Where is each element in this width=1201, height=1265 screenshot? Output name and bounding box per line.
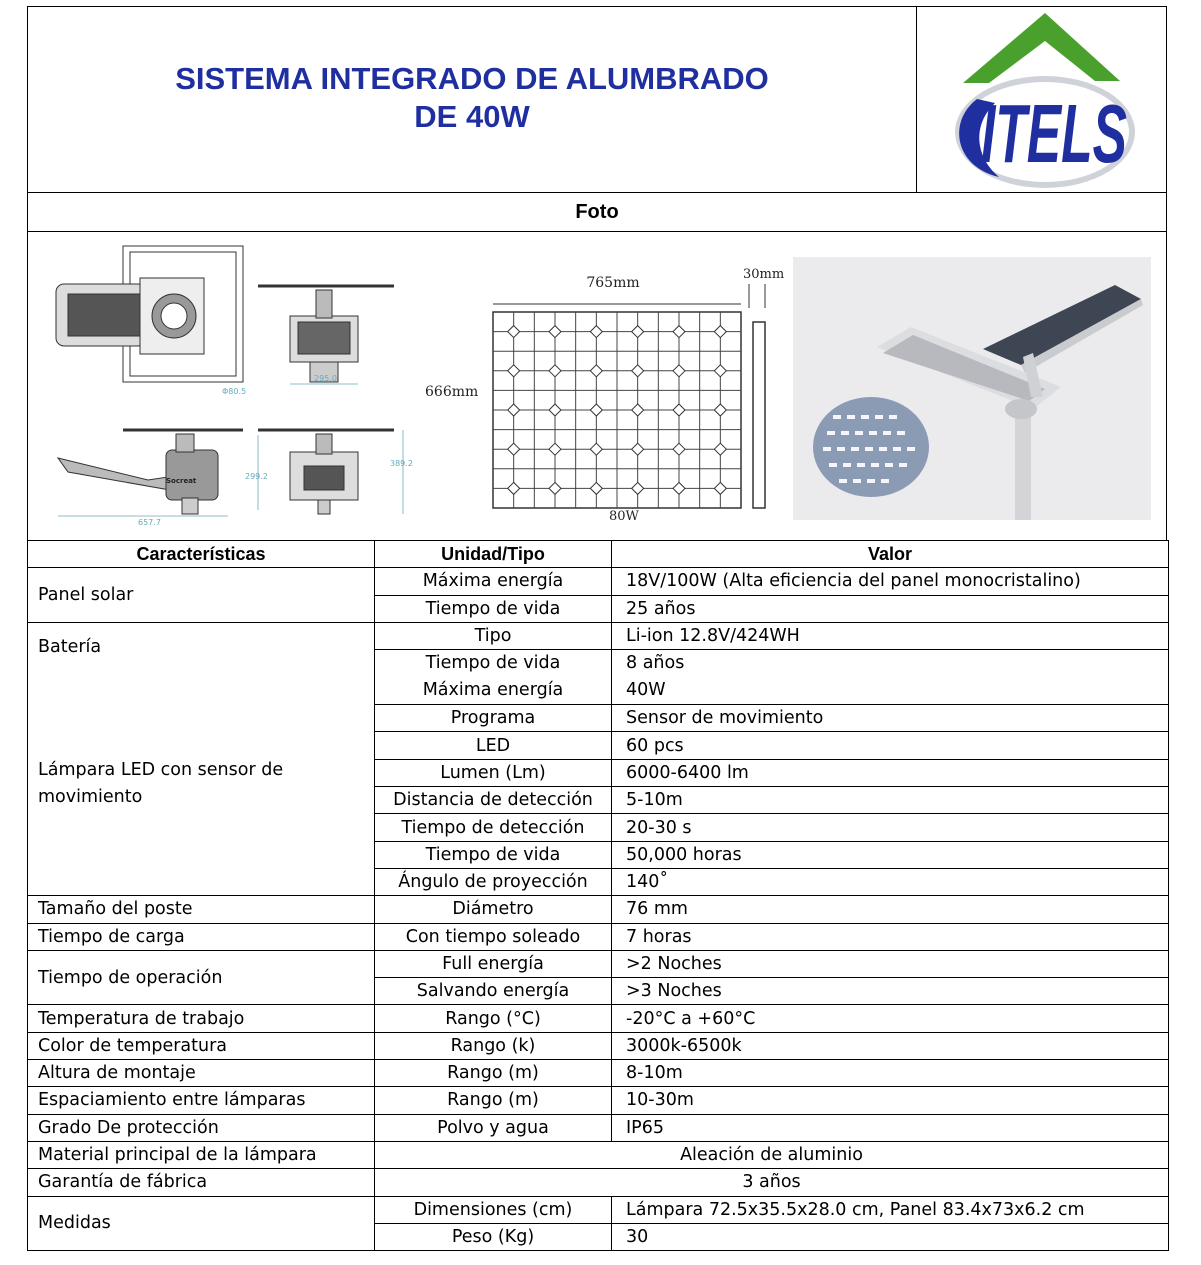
row-label-proteccion: Grado De protección: [28, 1114, 375, 1141]
table-row: [28, 1032, 1169, 1059]
brand-label: Socreat: [166, 477, 197, 485]
unit-cell: Full energía: [375, 950, 612, 977]
table-row: [28, 568, 1169, 595]
title-cell: [28, 7, 917, 192]
panel-depth-label: 30mm: [743, 267, 785, 282]
panel-width-label: 765mm: [586, 275, 640, 291]
header-caracteristicas: Características: [28, 541, 375, 568]
unit-cell: Ángulo de proyección: [375, 868, 612, 895]
header-unidad: Unidad/Tipo: [375, 541, 612, 568]
unit-cell: Lumen (Lm): [375, 759, 612, 786]
table-row: [28, 1196, 1169, 1223]
unit-cell: Tipo: [375, 622, 612, 649]
unit-cell: Rango (m): [375, 1060, 612, 1087]
unit-cell: Tiempo de vida: [375, 595, 612, 622]
value-cell: IP65: [612, 1114, 1169, 1141]
value-cell: 5-10m: [612, 787, 1169, 814]
title-line-1: SISTEMA INTEGRADO DE ALUMBRADO: [175, 61, 769, 96]
row-label-operacion: Tiempo de operación: [28, 950, 375, 1005]
value-cell: 10-30m: [612, 1087, 1169, 1114]
header: [27, 6, 1167, 192]
table-row: [28, 950, 1169, 977]
row-label-material: Material principal de la lámpara: [28, 1141, 375, 1168]
row-label-altura: Altura de montaje: [28, 1060, 375, 1087]
unit-cell: Rango (k): [375, 1032, 612, 1059]
row-label-carga: Tiempo de carga: [28, 923, 375, 950]
unit-cell: Peso (Kg): [375, 1223, 612, 1250]
row-label-lampara: Lámpara LED con sensor de movimiento: [38, 759, 284, 807]
unit-cell: Salvando energía: [375, 978, 612, 1005]
value-cell: 140˚: [612, 868, 1169, 895]
unit-text: Máxima energía: [422, 680, 564, 701]
row-label-temp-trabajo: Temperatura de trabajo: [28, 1005, 375, 1032]
document-title: [28, 60, 916, 136]
panel-height-label: 666mm: [425, 384, 479, 400]
row-label-color-temp: Color de temperatura: [28, 1032, 375, 1059]
unit-cell: Programa: [375, 705, 612, 732]
value-cell: -20°C a +60°C: [612, 1005, 1169, 1032]
row-label-bateria: Batería: [38, 636, 102, 657]
itels-logo: [917, 7, 1168, 192]
unit-cell: Tiempo de detección: [375, 814, 612, 841]
value-cell: 76 mm: [612, 896, 1169, 923]
unit-cell: Tiempo de vida: [375, 841, 612, 868]
dim-label-d3: 299.2: [245, 472, 268, 481]
value-cell: >2 Noches: [612, 950, 1169, 977]
spec-sheet: [27, 6, 1167, 1251]
specs-table: [27, 540, 1169, 1251]
row-label-medidas: Medidas: [28, 1196, 375, 1251]
value-cell: Lámpara 72.5x35.5x28.0 cm, Panel 83.4x73x6.2 cm: [612, 1196, 1169, 1223]
table-row: [28, 896, 1169, 923]
unit-cell: Polvo y agua: [375, 1114, 612, 1141]
dim-label-d2: 295.0: [314, 374, 337, 383]
value-cell: 7 horas: [612, 923, 1169, 950]
logo-text: ITELS: [981, 87, 1127, 180]
foto-label: Foto: [575, 201, 619, 223]
value-cell: 6000-6400 lm: [612, 759, 1169, 786]
value-cell: 60 pcs: [612, 732, 1169, 759]
table-row: [28, 1141, 1169, 1168]
value-cell-span: 3 años: [375, 1169, 1169, 1196]
table-header-row: [28, 541, 1169, 568]
value-cell: >3 Noches: [612, 978, 1169, 1005]
table-row: [28, 622, 1169, 649]
unit-cell: Distancia de detección: [375, 787, 612, 814]
unit-cell: Diámetro: [375, 896, 612, 923]
technical-drawings: [48, 240, 428, 530]
table-row: [28, 923, 1169, 950]
value-cell-span: Aleación de aluminio: [375, 1141, 1169, 1168]
unit-cell: Máxima energía: [375, 568, 612, 595]
value-cell: Li-ion 12.8V/424WH: [612, 622, 1169, 649]
table-row: [28, 1114, 1169, 1141]
table-row: [28, 1060, 1169, 1087]
row-label-panel-solar: Panel solar: [28, 568, 375, 623]
row-label-bateria-lampara: [28, 622, 375, 895]
dim-label-d5: 657.7: [138, 518, 161, 527]
dim-label-d4: 389.2: [390, 459, 413, 468]
unit-cell-merged: [375, 650, 612, 705]
unit-cell: Dimensiones (cm): [375, 1196, 612, 1223]
unit-cell: Rango (°C): [375, 1005, 612, 1032]
dim-label-d1: Φ80.5: [222, 387, 247, 396]
value-cell: 8-10m: [612, 1060, 1169, 1087]
title-line-2: DE 40W: [414, 99, 530, 134]
value-cell: 50,000 horas: [612, 841, 1169, 868]
foto-row: [27, 192, 1167, 231]
table-row: [28, 1087, 1169, 1114]
value-cell: 30: [612, 1223, 1169, 1250]
value-cell: 18V/100W (Alta eficiencia del panel monocristalino): [612, 568, 1169, 595]
row-label-garantia: Garantía de fábrica: [28, 1169, 375, 1196]
photo-row: [27, 231, 1167, 540]
value-cell: 20-30 s: [612, 814, 1169, 841]
value-cell: 25 años: [612, 595, 1169, 622]
table-row: [28, 1005, 1169, 1032]
value-cell: 3000k-6500k: [612, 1032, 1169, 1059]
value-text: 8 años: [626, 653, 685, 674]
solar-panel-drawing: [423, 262, 798, 524]
header-valor: Valor: [612, 541, 1169, 568]
value-text: 40W: [626, 680, 666, 701]
panel-grid: [493, 312, 741, 508]
row-label-poste: Tamaño del poste: [28, 896, 375, 923]
row-label-espaciamiento: Espaciamiento entre lámparas: [28, 1087, 375, 1114]
table-row: [28, 1169, 1169, 1196]
panel-power-label: 80W: [609, 509, 639, 524]
unit-cell: LED: [375, 732, 612, 759]
logo-roof: [963, 13, 1120, 83]
unit-cell: Rango (m): [375, 1087, 612, 1114]
value-cell-merged: [612, 650, 1169, 705]
logo-cell: [917, 7, 1168, 192]
value-cell: Sensor de movimiento: [612, 705, 1169, 732]
unit-text: Tiempo de vida: [425, 653, 561, 674]
unit-cell: Con tiempo soleado: [375, 923, 612, 950]
street-light-photo: [793, 257, 1151, 520]
